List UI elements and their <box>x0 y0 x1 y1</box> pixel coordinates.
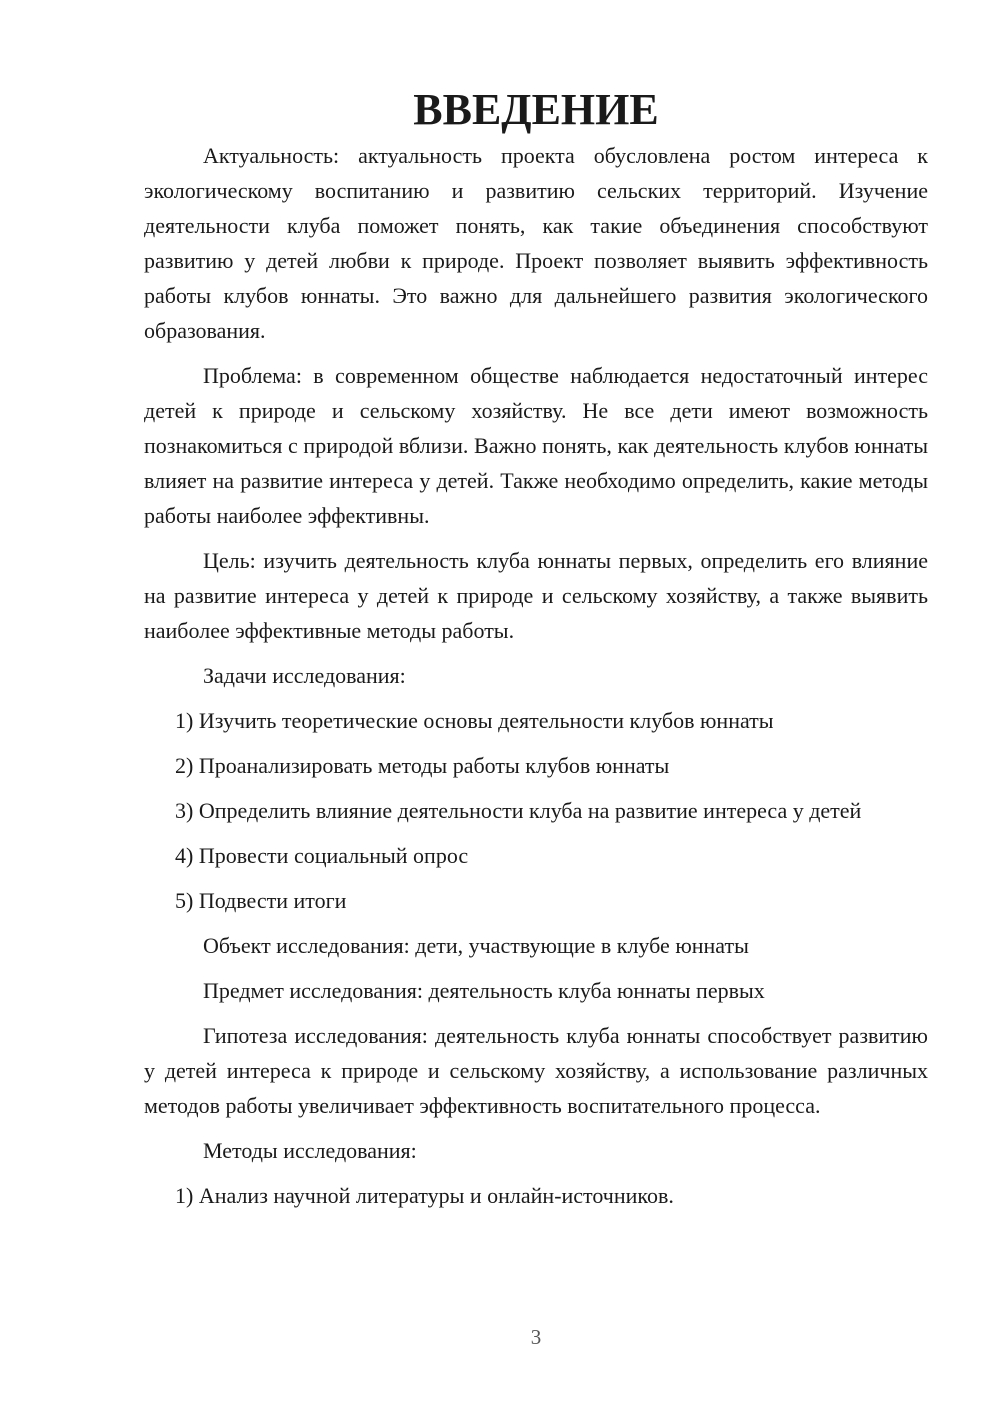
problem-paragraph: Проблема: в современном обществе наблюдается недостаточный интерес детей к природе и сельскому хозяйству. Не все дети имеют возможность познакомиться с природой вблизи. Важно понять, как деятельность клубов юннаты влияет на развитие интереса у детей. Также необходимо определить, какие методы работы наиболее эффективны. <box>144 363 928 528</box>
task-item: 4) Провести социальный опрос <box>175 843 469 868</box>
task-item: 2) Проанализировать методы работы клубов юннаты <box>175 753 670 778</box>
research-object: Объект исследования: дети, участвующие в клубе юннаты <box>203 933 749 958</box>
research-subject: Предмет исследования: деятельность клуба юннаты первых <box>203 978 765 1003</box>
goal-paragraph: Цель: изучить деятельность клуба юннаты первых, определить его влияние на развитие интереса у детей к природе и сельскому хозяйству, а также выявить наиболее эффективные методы работы. <box>144 548 928 643</box>
task-item: 3) Определить влияние деятельности клуба на развитие интереса у детей <box>175 798 862 823</box>
methods-title: Методы исследования: <box>203 1138 417 1163</box>
task-item: 5) Подвести итоги <box>175 888 347 913</box>
hypothesis-paragraph: Гипотеза исследования: деятельность клуба юннаты способствует развитию у детей интереса к природе и сельскому хозяйству, а использование различных методов работы увеличивает эффективность воспитательного процесса. <box>144 1023 928 1118</box>
relevance-paragraph: Актуальность: актуальность проекта обусловлена ростом интереса к экологическому воспитанию и развитию сельских территорий. Изучение деятельности клуба поможет понять, как такие объединения способствуют развитию у детей любви к природе. Проект позволяет выявить эффективность работы клубов юннаты. Это важно для дальнейшего развития экологического образования. <box>144 143 928 343</box>
page-number: 3 <box>530 1325 542 1349</box>
method-item: 1) Анализ научной литературы и онлайн-источников. <box>175 1183 674 1208</box>
task-item: 1) Изучить теоретические основы деятельности клубов юннаты <box>175 708 774 733</box>
page-heading: ВВЕДЕНИЕ <box>413 85 659 134</box>
tasks-title: Задачи исследования: <box>203 663 406 688</box>
page-body <box>144 85 928 1213</box>
